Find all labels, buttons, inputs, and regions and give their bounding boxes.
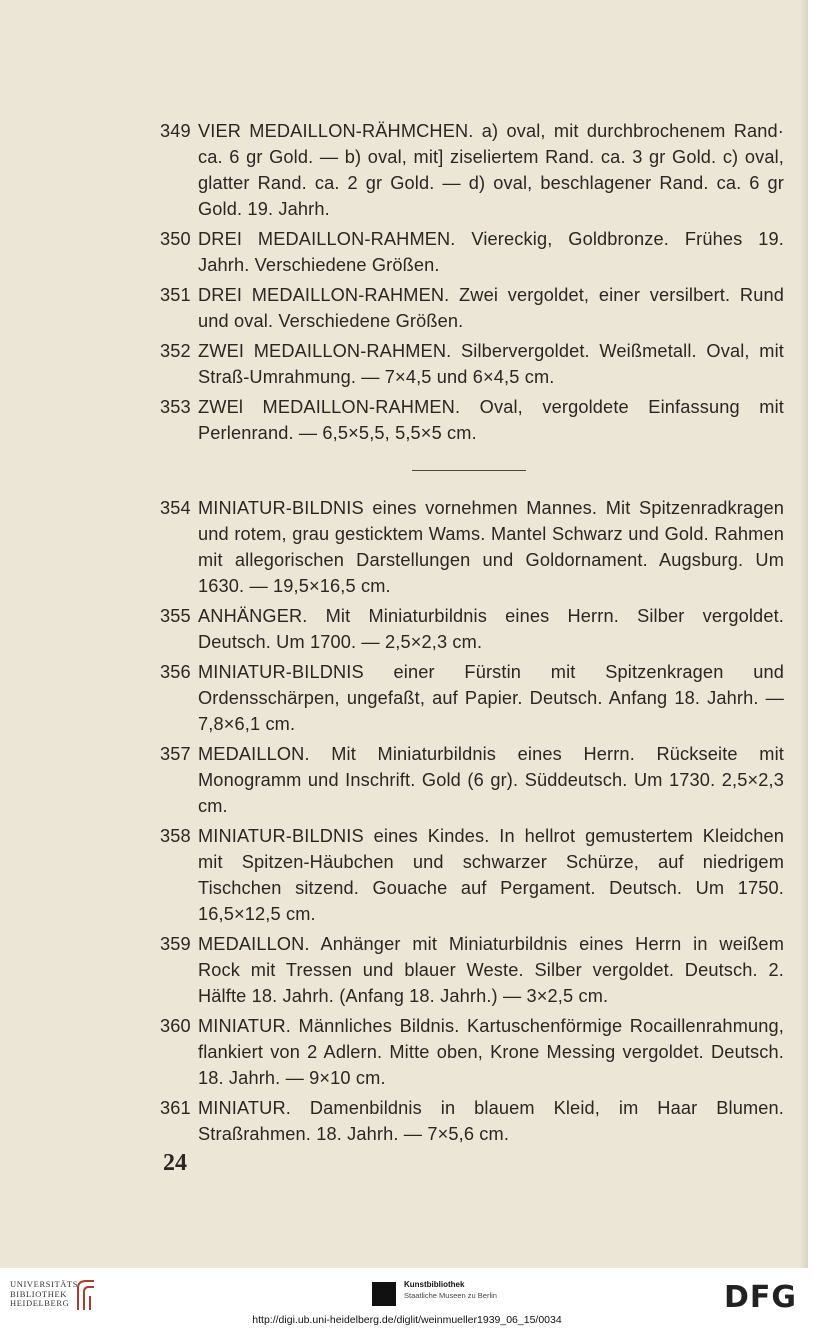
- catalogue-entry: [160, 823, 784, 927]
- entry-text: MINIATUR. Damenbildnis in blauem Kleid, im Haar Blumen. Straßrahmen. 18. Jahrh. — 7×5,6 cm.: [198, 1098, 784, 1144]
- catalogue-entry: [160, 741, 784, 819]
- kb-title: Kunstbibliothek: [404, 1280, 465, 1289]
- entry-text: VIER MEDAILLON-RÄHMCHEN. a) oval, mit durchbrochenem Rand· ca. 6 gr Gold. — b) oval, mit] ziseliertem Rand. ca. 3 gr Gold. c) oval, glatter Rand. ca. 2 gr Gold. — d) oval, beschlagener Rand. ca. 6 gr Gold. 19. Jahrh.: [198, 121, 784, 219]
- catalogue-entry: [160, 931, 784, 1009]
- entry-number: 354: [160, 498, 191, 518]
- entry-number: 357: [160, 744, 191, 764]
- logo-line: HEIDELBERG: [10, 1298, 70, 1308]
- catalogue-entry: [160, 118, 784, 222]
- entry-text: ZWEI MEDAILLON-RAHMEN. Silbervergoldet. Weißmetall. Oval, mit Straß-Umrahmung. — 7×4,5 und 6×4,5 cm.: [198, 341, 784, 387]
- entry-text: ANHÄNGER. Mit Miniaturbildnis eines Herrn. Silber vergoldet. Deutsch. Um 1700. — 2,5×2,3 cm.: [198, 606, 784, 652]
- logo-line: BIBLIOTHEK: [10, 1288, 67, 1299]
- entry-text: MINIATUR-BILDNIS einer Fürstin mit Spitzenkragen und Ordensschärpen, ungefaßt, auf Papier. Deutsch. Anfang 18. Jahrh. — 7,8×6,1 cm.: [198, 662, 784, 734]
- permalink-url[interactable]: http://digi.ub.uni-heidelberg.de/diglit/weinmueller1939_06_15/0034: [252, 1314, 562, 1326]
- catalogue-entry: [160, 338, 784, 390]
- entry-text: DREI MEDAILLON-RAHMEN. Zwei vergoldet, einer versilbert. Rund und oval. Verschiedene Größen.: [198, 285, 784, 331]
- entry-text: MINIATUR. Männliches Bildnis. Kartuschenförmige Rocaillenrahmung, flankiert von 2 Adlern. Mitte oben, Krone Messing vergoldet. Deutsch. 18. Jahrh. — 9×10 cm.: [198, 1016, 784, 1088]
- dfg-logo[interactable]: DFG: [724, 1280, 798, 1315]
- catalogue-entry: [160, 659, 784, 737]
- page-number: 24: [163, 1150, 187, 1176]
- entry-text: MEDAILLON. Mit Miniaturbildnis eines Herrn. Rückseite mit Monogramm und Inschrift. Gold (6 gr). Süddeutsch. Um 1730. 2,5×2,3 cm.: [198, 744, 784, 816]
- catalogue-entry: [160, 495, 784, 599]
- university-library-logo[interactable]: [10, 1280, 78, 1309]
- entry-number: 352: [160, 341, 191, 361]
- kunstbibliothek-mark-icon: [372, 1282, 396, 1306]
- entry-number: 361: [160, 1098, 191, 1118]
- catalogue-entry: [160, 1013, 784, 1091]
- entry-number: 358: [160, 826, 191, 846]
- kb-subtitle: Staatliche Museen zu Berlin: [404, 1291, 497, 1300]
- entry-text: MINIATUR-BILDNIS eines Kindes. In hellrot gemustertem Kleidchen mit Spitzen-Häubchen und schwarzer Schürze, auf niedrigem Tischchen sitzend. Gouache auf Pergament. Deutsch. Um 1750. 16,5×12,5 cm.: [198, 826, 784, 924]
- page-edge-shadow: [800, 0, 808, 1268]
- entry-number: 356: [160, 662, 191, 682]
- entry-number: 359: [160, 934, 191, 954]
- entry-text: ZWEl MEDAILLON-RAHMEN. Oval, vergoldete Einfassung mit Perlenrand. — 6,5×5,5, 5,5×5 cm.: [198, 397, 784, 443]
- catalogue-entry: [160, 1095, 784, 1147]
- catalogue-entry: [160, 226, 784, 278]
- entry-text: DREI MEDAILLON-RAHMEN. Viereckig, Goldbronze. Frühes 19. Jahrh. Verschiedene Größen.: [198, 229, 784, 275]
- logo-line: UNIVERSITÄTS: [10, 1279, 79, 1289]
- section-divider: [412, 470, 526, 471]
- entry-number: 350: [160, 229, 191, 249]
- entry-number: 355: [160, 606, 191, 626]
- catalogue-entry: [160, 282, 784, 334]
- entry-text: MEDAILLON. Anhänger mit Miniaturbildnis eines Herrn in weißem Rock mit Tressen und blauer Weste. Silber vergoldet. Deutsch. 2. Hälfte 18. Jahrh. (Anfang 18. Jahrh.) — 3×2,5 cm.: [198, 934, 784, 1006]
- catalogue-entry: [160, 603, 784, 655]
- catalogue-text: [160, 118, 784, 1151]
- entry-number: 360: [160, 1016, 191, 1036]
- entry-text: MINIATUR-BILDNIS eines vornehmen Mannes. Mit Spitzenradkragen und rotem, grau gesticktem Wams. Mantel Schwarz und Gold. Rahmen mit allegorischen Darstellungen und Goldornament. Augsburg. Um 1630. — 19,5×16,5 cm.: [198, 498, 784, 596]
- entry-number: 351: [160, 285, 191, 305]
- catalogue-entry: [160, 394, 784, 446]
- heidelberg-mark-icon: [75, 1278, 97, 1312]
- entry-number: 353: [160, 397, 191, 417]
- entry-number: 349: [160, 121, 191, 141]
